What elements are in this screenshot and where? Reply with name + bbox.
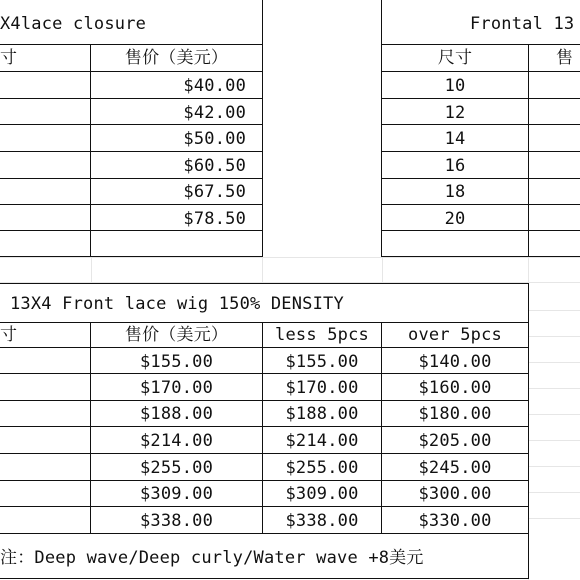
wig-less-cell: $188.00 (285, 404, 359, 424)
grid-line (528, 362, 580, 363)
closure-table-title: X4lace closure (0, 14, 147, 34)
frontal-size-cell: 20 (444, 209, 466, 229)
frontal-table-title: Frontal 13 (470, 14, 575, 34)
closure-price-cell: $60.50 (183, 156, 246, 176)
closure-price-header: 售价（美元） (124, 48, 229, 68)
closure-price-cell: $50.00 (183, 129, 246, 149)
grid-line (91, 258, 92, 284)
grid-line (528, 414, 580, 415)
closure-price-cell: $40.00 (183, 76, 246, 96)
wig-price-cell: $309.00 (139, 484, 214, 504)
grid-line (528, 388, 580, 389)
wig-price-cell: $338.00 (139, 511, 214, 531)
closure-size-header: 寸 (0, 48, 18, 68)
closure-price-cell: $42.00 (183, 103, 246, 123)
grid-line (528, 440, 580, 441)
wig-over-5pcs-header: over 5pcs (408, 325, 502, 345)
wig-over-cell: $330.00 (418, 511, 492, 531)
grid-line (528, 336, 580, 337)
wig-price-cell: $214.00 (139, 431, 214, 451)
grid-line (262, 258, 263, 284)
closure-price-cell: $67.50 (183, 182, 246, 202)
wig-price-cell: $188.00 (139, 404, 214, 424)
wig-over-cell: $140.00 (418, 352, 492, 372)
wig-table-title: 13X4 Front lace wig 150% DENSITY (10, 294, 344, 314)
wig-less-cell: $309.00 (285, 484, 359, 504)
wig-price-cell: $155.00 (139, 352, 214, 372)
frontal-size-cell: 10 (444, 76, 466, 96)
frontal-size-cell: 16 (444, 156, 466, 176)
wig-less-cell: $170.00 (285, 378, 359, 398)
frontal-size-cell: 14 (444, 129, 466, 149)
wig-over-cell: $300.00 (418, 484, 492, 504)
closure-price-cell: $78.50 (183, 209, 246, 229)
wig-price-header: 售价（美元） (124, 325, 229, 345)
wig-over-cell: $180.00 (418, 404, 492, 424)
wig-over-cell: $160.00 (418, 378, 492, 398)
wig-over-cell: $205.00 (418, 431, 492, 451)
grid-line (528, 518, 580, 519)
grid-line (528, 310, 580, 311)
grid-line (0, 257, 580, 258)
frontal-size-cell: 12 (444, 103, 466, 123)
wig-size-header: 寸 (0, 325, 18, 345)
grid-line (528, 466, 580, 467)
wig-price-cell: $255.00 (139, 458, 214, 478)
wig-less-cell: $214.00 (285, 431, 359, 451)
wig-over-cell: $245.00 (418, 458, 492, 478)
wig-less-5pcs-header: less 5pcs (275, 325, 369, 345)
wig-less-cell: $155.00 (285, 352, 359, 372)
frontal-size-cell: 18 (444, 182, 466, 202)
frontal-price-header: 售 (556, 48, 574, 68)
wig-less-cell: $338.00 (285, 511, 359, 531)
wig-less-cell: $255.00 (285, 458, 359, 478)
grid-line (528, 492, 580, 493)
grid-line (382, 258, 383, 284)
wig-table-note: 注：Deep wave/Deep curly/Water wave +8美元 (0, 548, 424, 568)
frontal-size-header: 尺寸 (437, 48, 473, 68)
wig-price-cell: $170.00 (139, 378, 214, 398)
